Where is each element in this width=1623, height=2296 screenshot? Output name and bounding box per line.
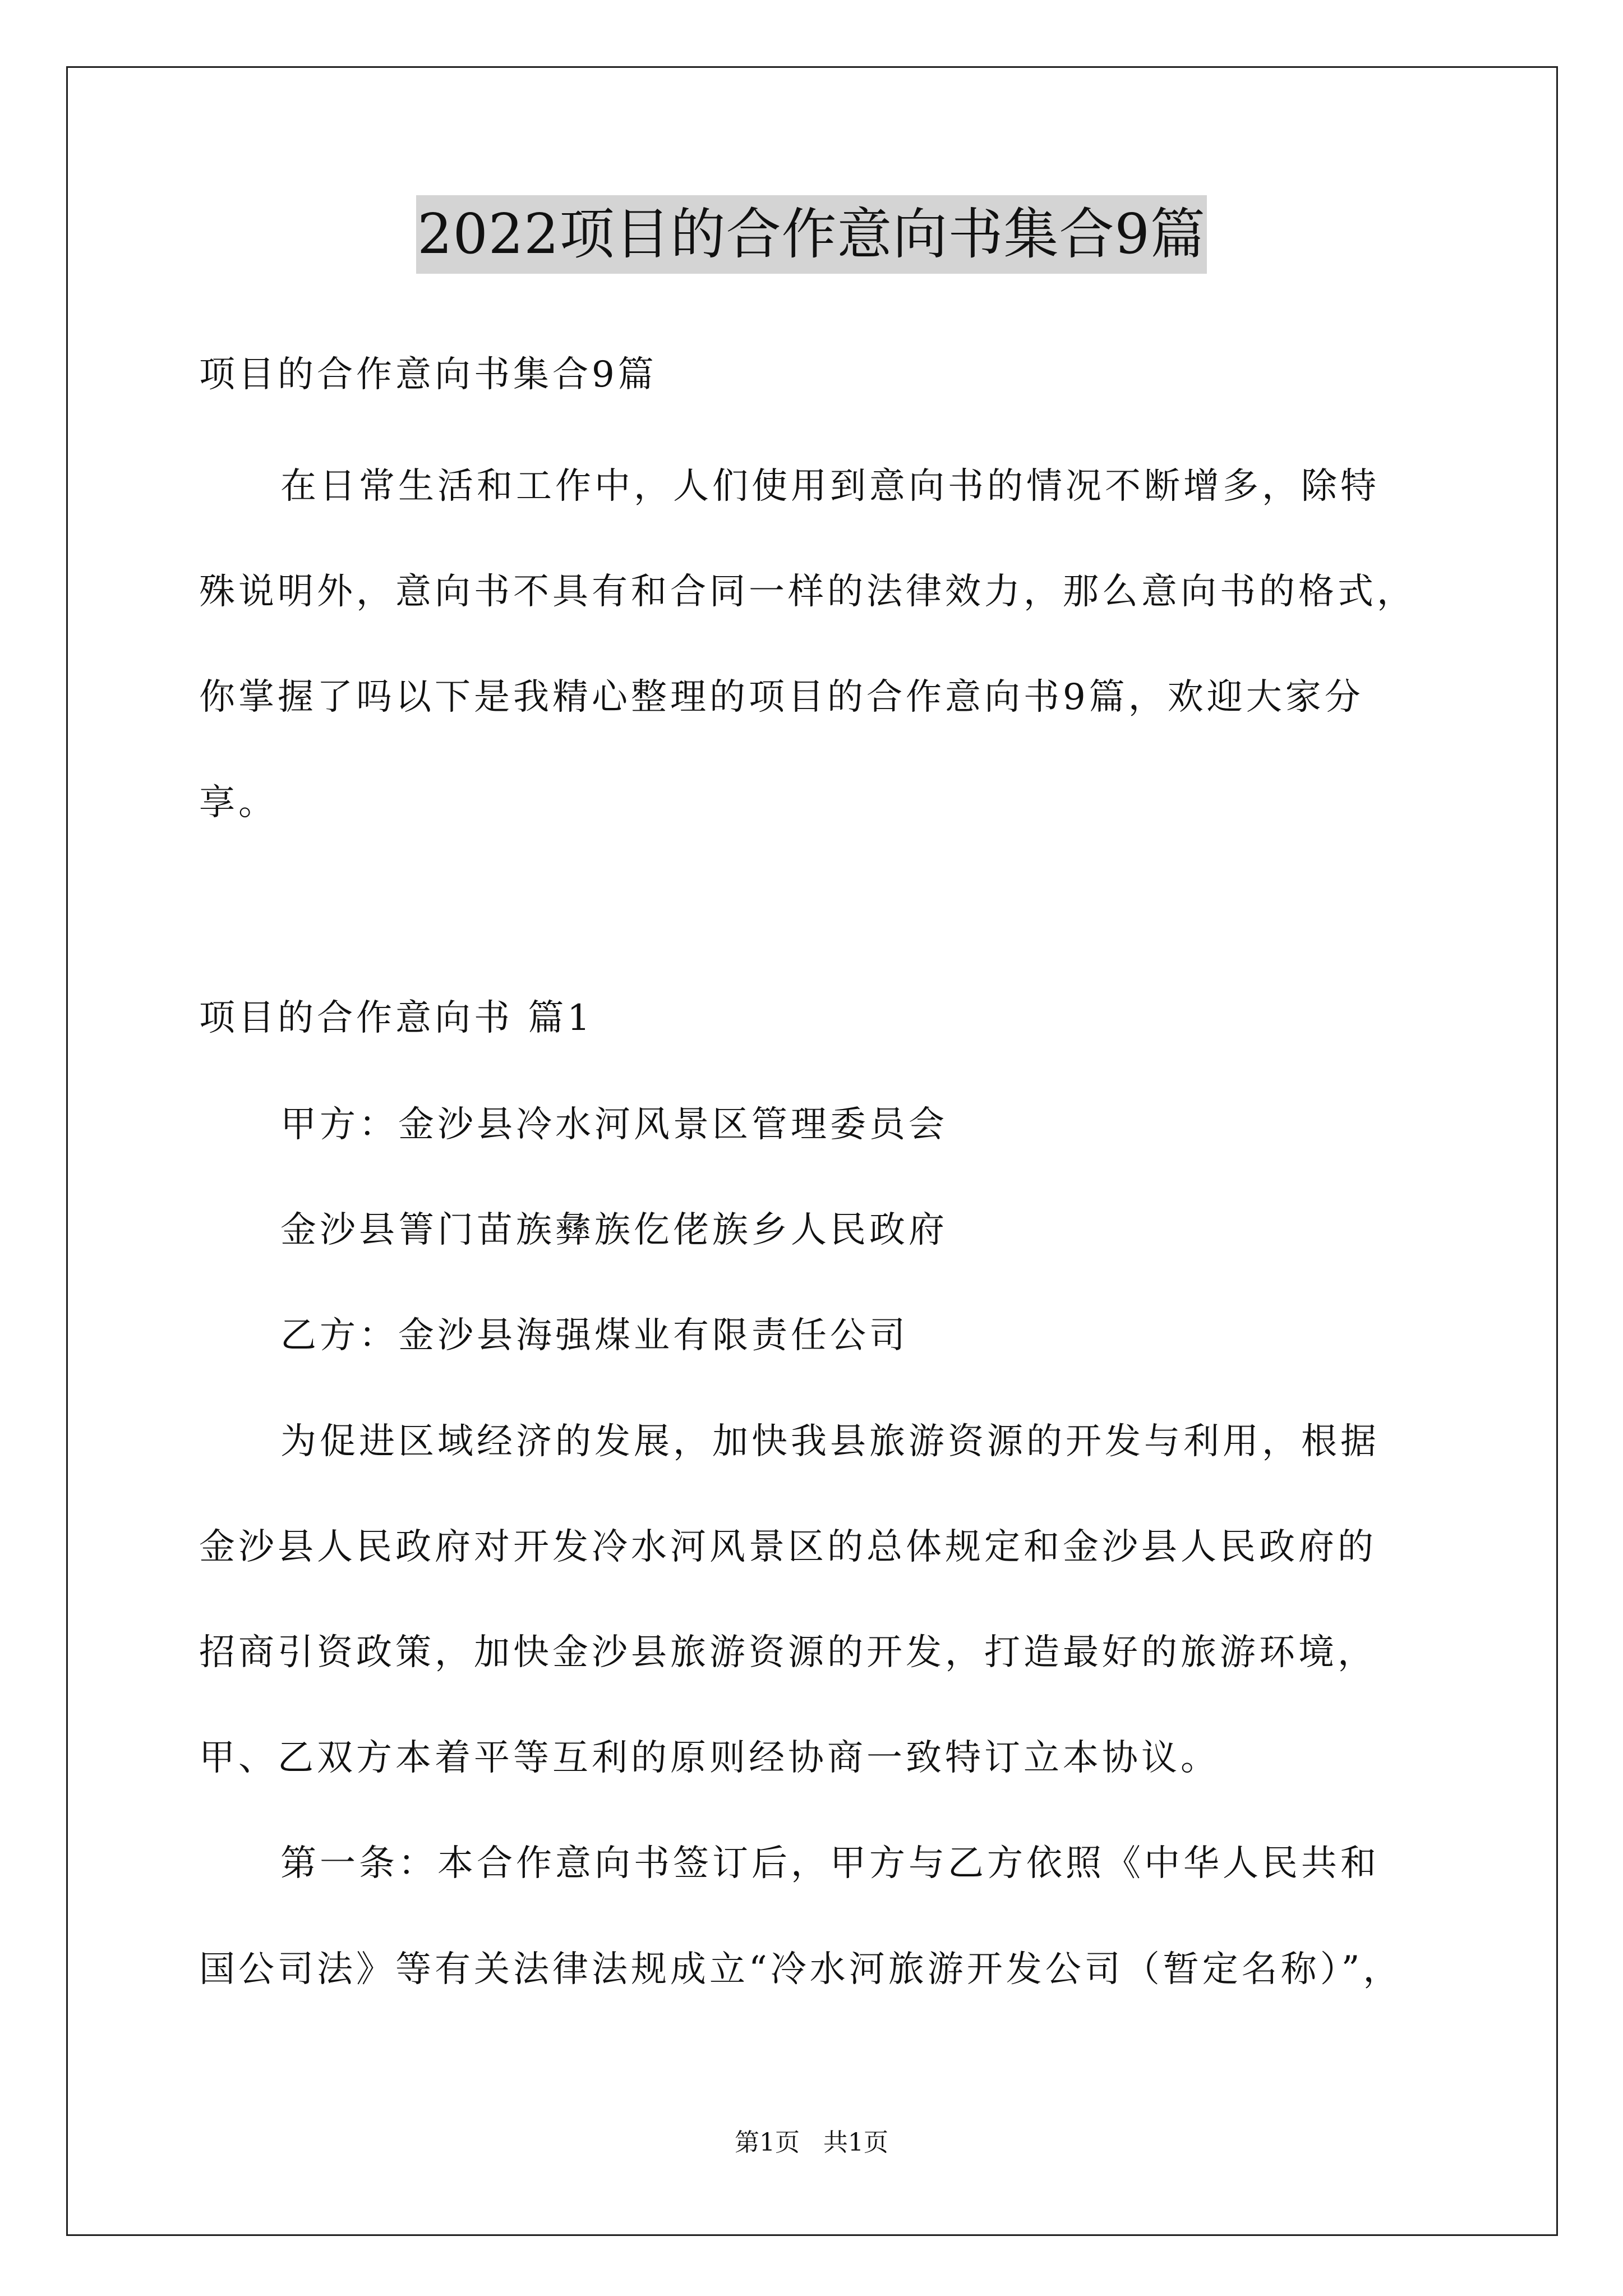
subtitle-line: 项目的合作意向书集合9篇 [199, 354, 657, 395]
paragraph-line: 第一条：本合作意向书签订后，甲方与乙方依照《中华人民共和 [280, 1843, 1380, 1884]
title-container [0, 195, 1623, 274]
page-footer [0, 2126, 1623, 2160]
section-heading: 项目的合作意向书 篇1 [199, 997, 594, 1039]
page-number: 第1页 [735, 2128, 800, 2157]
paragraph-line: 招商引资政策，加快金沙县旅游资源的开发，打造最好的旅游环境， [199, 1632, 1377, 1673]
paragraph-line: 享。 [199, 782, 278, 823]
paragraph-line: 你掌握了吗以下是我精心整理的项目的合作意向书9篇，欢迎大家分 [199, 677, 1364, 718]
paragraph-line: 金沙县人民政府对开发冷水河风景区的总体规定和金沙县人民政府的 [199, 1526, 1377, 1568]
paragraph-line: 甲方：金沙县冷水河风景区管理委员会 [280, 1104, 948, 1145]
paragraph-line: 甲、乙双方本着平等互利的原则经协商一致特订立本协议。 [199, 1737, 1220, 1779]
document-title: 2022项目的合作意向书集合9篇 [416, 195, 1207, 274]
paragraph-line: 为促进区域经济的发展，加快我县旅游资源的开发与利用，根据 [280, 1421, 1380, 1462]
paragraph-line: 殊说明外，意向书不具有和合同一样的法律效力，那么意向书的格式， [199, 571, 1416, 613]
page-total: 共1页 [823, 2128, 888, 2157]
paragraph-line: 金沙县箐门苗族彝族仡佬族乡人民政府 [280, 1209, 948, 1251]
paragraph-line: 乙方：金沙县海强煤业有限责任公司 [280, 1315, 909, 1356]
paragraph-line: 在日常生活和工作中，人们使用到意向书的情况不断增多，除特 [280, 466, 1380, 507]
paragraph-line: 国公司法》等有关法律法规成立“冷水河旅游开发公司（暂定名称）”， [199, 1949, 1403, 1990]
